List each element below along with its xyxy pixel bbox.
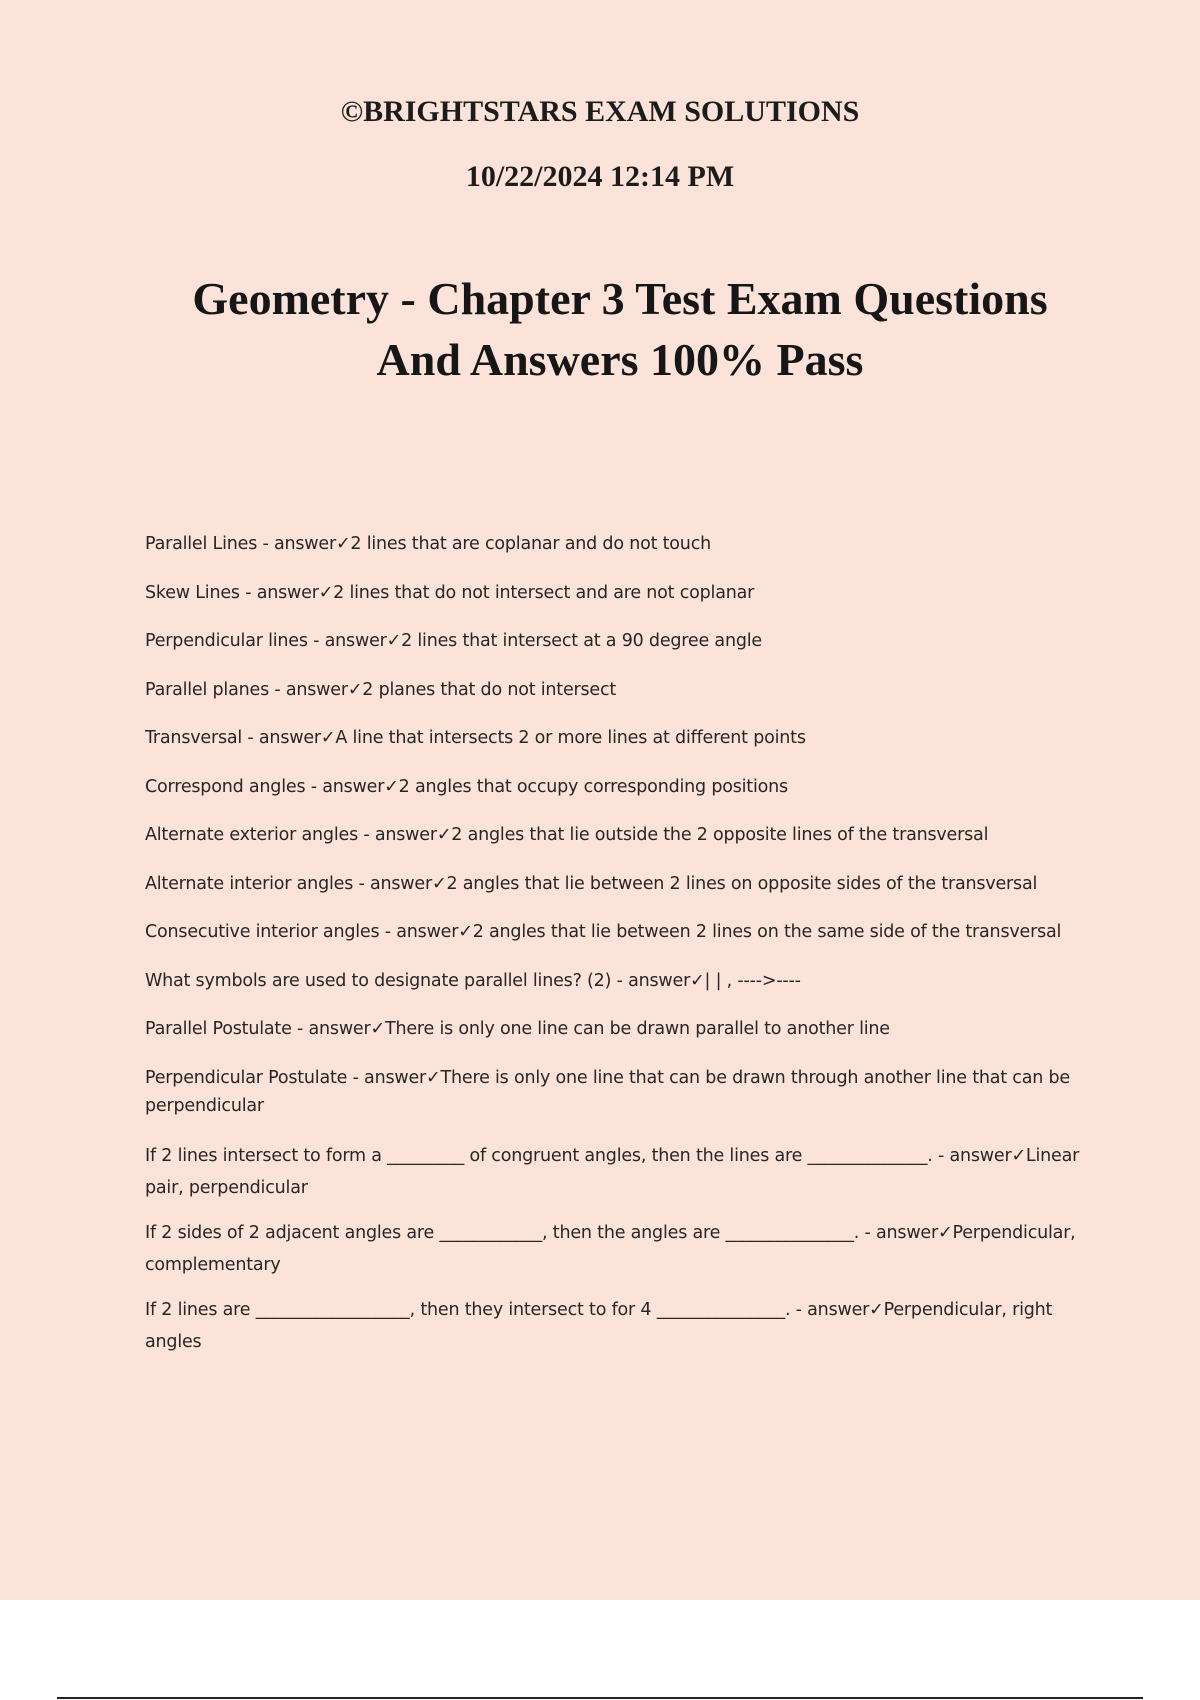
title-line-1: Geometry - Chapter 3 Test Exam Questions bbox=[192, 273, 1048, 324]
qa-item-consecutive-interior: Consecutive interior angles - answer✓2 angles that lie between 2 lines on the same side of the transversal bbox=[145, 922, 1062, 942]
qa-item-corresponding-angles: Correspond angles - answer✓2 angles that occupy corresponding positions bbox=[145, 776, 788, 797]
qa-item-transversal: Transversal - answer✓A line that intersects 2 or more lines at different points bbox=[145, 728, 806, 748]
qa-item-perpendicular-lines: Perpendicular lines - answer✓2 lines that intersect at a 90 degree angle bbox=[145, 631, 762, 651]
footer-divider bbox=[57, 1697, 1143, 1699]
copyright-header: ©BRIGHTSTARS EXAM SOLUTIONS bbox=[340, 95, 860, 128]
qa-item-right-angles: If 2 lines are __________________, then they intersect to for 4 _______________. - answer✓Perpendicular, right angles bbox=[145, 1300, 1053, 1352]
qa-item-parallel-planes: Parallel planes - answer✓2 planes that do not intersect bbox=[145, 679, 617, 700]
qa-item-parallel-lines: Parallel Lines - answer✓2 lines that are coplanar and do not touch bbox=[145, 534, 712, 554]
title-line-2: And Answers 100% Pass bbox=[376, 334, 864, 385]
timestamp-header: 10/22/2024 12:14 PM bbox=[465, 160, 735, 193]
qa-item-linear-pair: If 2 lines intersect to form a _________ of congruent angles, then the lines are ______________. - answer✓Linear pair, perpendicular bbox=[145, 1146, 1080, 1198]
qa-item-perpendicular-postulate: Perpendicular Postulate - answer✓There is only one line that can be drawn through another line that can be perpendicular bbox=[145, 1067, 1070, 1116]
qa-item-parallel-postulate: Parallel Postulate - answer✓There is only one line can be drawn parallel to another line bbox=[145, 1019, 890, 1039]
qa-item-skew-lines: Skew Lines - answer✓2 lines that do not intersect and are not coplanar bbox=[145, 582, 755, 603]
qa-item-alternate-interior: Alternate interior angles - answer✓2 angles that lie between 2 lines on opposite sides of the transversal bbox=[145, 873, 1038, 894]
qa-item-alternate-exterior: Alternate exterior angles - answer✓2 angles that lie outside the 2 opposite lines of the transversal bbox=[145, 825, 989, 845]
qa-item-adjacent-angles: If 2 sides of 2 adjacent angles are ____________, then the angles are _______________. - answer✓Perpendicular, complementary bbox=[145, 1223, 1076, 1275]
qa-item-parallel-symbols: What symbols are used to designate parallel lines? (2) - answer✓| | , ---->---- bbox=[145, 970, 801, 991]
qa-list bbox=[145, 530, 1095, 1371]
document-title bbox=[100, 268, 1140, 390]
